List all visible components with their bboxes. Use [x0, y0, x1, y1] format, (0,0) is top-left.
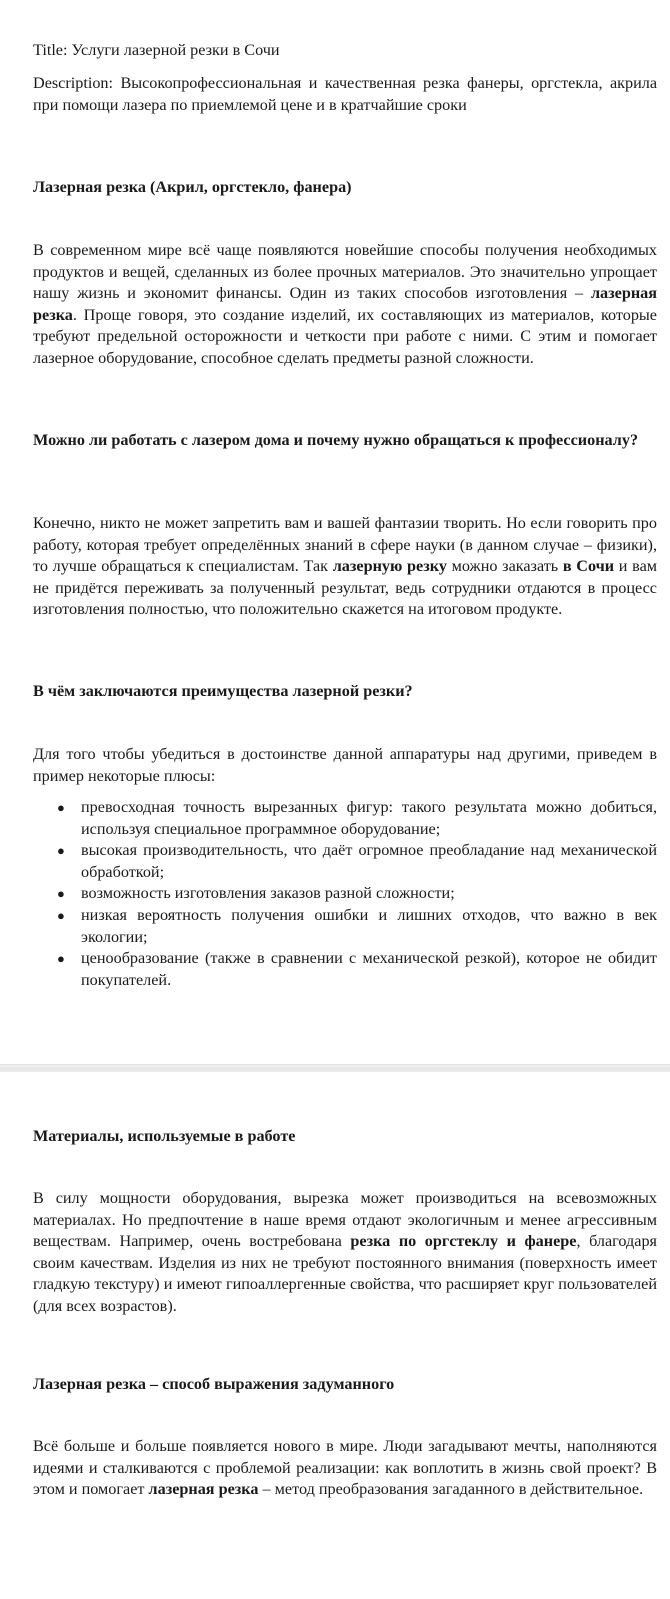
- list-item: ● возможность изготовления заказов разной сложности;: [33, 883, 657, 905]
- list-item: ● ценообразование (также в сравнении с механической резкой), которое не обидит покупателей.: [57, 949, 657, 989]
- heading-advantages: В чём заключаются преимущества лазерной резки?: [33, 682, 413, 700]
- heading-home-vs-professional: Можно ли работать с лазером дома и почему нужно обращаться к профессионалу?: [33, 431, 639, 449]
- meta-title-label: Title:: [33, 41, 68, 59]
- list-item: ● высокая производительность, что даёт огромное преобладание над механической обработкой;: [57, 841, 657, 881]
- paragraph-advantages-intro: Для того чтобы убедиться в достоинстве данной аппаратуры над другими, приведем в пример некоторые плюсы:: [33, 745, 657, 785]
- bullet-icon: ●: [57, 800, 65, 815]
- advantages-list: [33, 797, 657, 991]
- document-page-2: [0, 1072, 670, 1599]
- heading-expression: Лазерная резка – способ выражения задуманного: [33, 1375, 395, 1393]
- meta-description-value: Высокопрофессиональная и качественная резка фанеры, оргстекла, акрила при помощи лазера по приемлемой цене и в кратчайшие сроки: [33, 74, 658, 114]
- heading-laser-cutting: Лазерная резка (Акрил, оргстекло, фанера): [33, 178, 352, 196]
- list-item: ● низкая вероятность получения ошибки и лишних отходов, что важно в век экологии;: [57, 905, 657, 946]
- meta-description-label: Description:: [33, 74, 114, 92]
- paragraph-professional: Конечно, никто не может запретить вам и вашей фантазии творить. Но если говорить про работу, которая требует определённых знаний в сфере науки (в данном случае – физики), то лучше обращаться к специалистам. Так лазерную резку можно заказать в Сочи и вам не придётся переживать за полученный результат, ведь сотрудники отдаются в процесс изготовления полностью, что положительно скажется на итоговом продукте.: [33, 514, 658, 619]
- paragraph-expression: Всё больше и больше появляется нового в мире. Люди загадывают мечты, наполняются идеями и сталкиваются с проблемой реализации: как воплотить в жизнь свой проект? В этом и помогает лазерная резка – метод преобразования загаданного в действительное.: [33, 1437, 657, 1499]
- bold-term: резка по оргстеклу и фанере: [350, 1232, 577, 1251]
- bold-location: в Сочи: [562, 557, 615, 576]
- heading-materials: Материалы, используемые в работе: [33, 1127, 296, 1145]
- paragraph-materials: В силу мощности оборудования, вырезка может производиться на всевозможных материалах. Но предпочтение в наше время отдают экологичным и менее агрессивным веществам. Например, очень востребована резка по оргстеклу и фанере, благодаря своим качествам. Изделия из них не требуют постоянного внимания (поверхность имеет гладкую текстуру) и имеют гипоаллергенные свойства, что расширяет круг пользователей (для всех возрастов).: [33, 1189, 657, 1315]
- paragraph-intro: В современном мире всё чаще появляются новейшие способы получения необходимых продуктов и вещей, сделанных из более прочных материалов. Это значительно упрощает нашу жизнь и экономит финансы. Один из таких способов изготовления – лазерная резка. Проще говоря, это создание изделий, их составляющих из материалов, которые требуют предельной осторожности и четкости при работе с ними. С этим и помогает лазерное оборудование, способное сделать предметы разной сложности.: [33, 241, 657, 367]
- meta-title-value: Услуги лазерной резки в Сочи: [71, 41, 280, 59]
- bullet-icon: ●: [57, 886, 65, 902]
- bullet-icon: ●: [57, 951, 65, 967]
- meta-title: [33, 40, 657, 62]
- bold-term: лазерную резку: [332, 557, 447, 576]
- bullet-icon: ●: [57, 907, 65, 923]
- bold-term: лазерная резка: [33, 284, 657, 324]
- meta-description: [33, 73, 657, 116]
- bullet-icon: ●: [57, 843, 65, 859]
- bold-term: лазерная резка: [148, 1480, 259, 1499]
- list-item: ● превосходная точность вырезанных фигур: такого результата можно добиться, используя специальное программное оборудование;: [57, 798, 657, 838]
